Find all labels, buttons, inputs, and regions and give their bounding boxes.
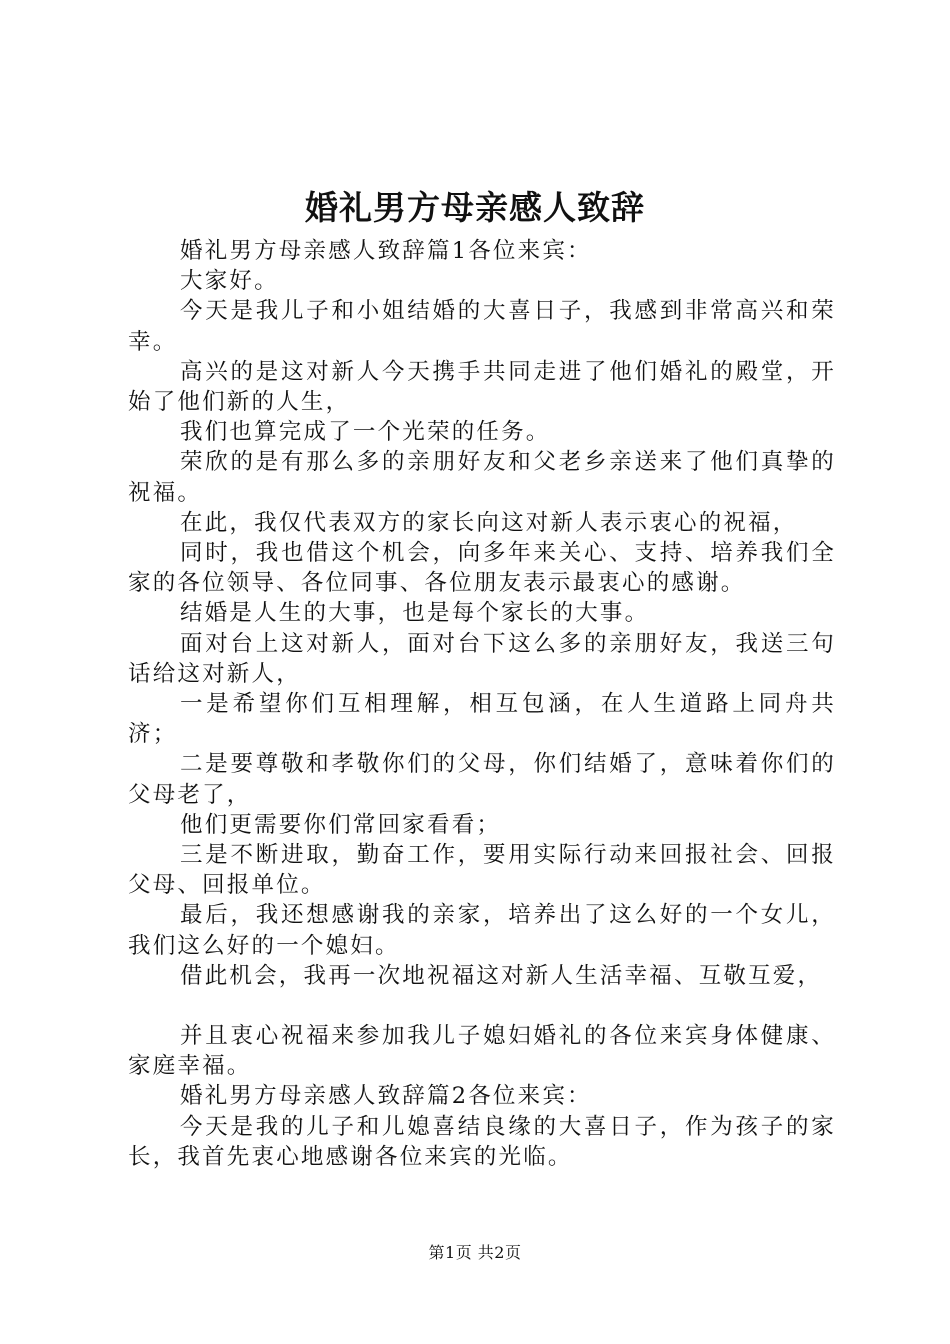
- paragraph: 我们也算完成了一个光荣的任务。: [180, 419, 551, 446]
- paragraph: 在此，我仅代表双方的家长向这对新人表示衷心的祝福，: [180, 509, 798, 536]
- paragraph: 婚礼男方母亲感人致辞篇1各位来宾：: [180, 238, 592, 264]
- document-body: [128, 236, 836, 1172]
- paragraph: 同时，我也借这个机会，向多年来关心、支持、培养我们全家的各位领导、各位同事、各位朋友表示最衷心的感谢。: [128, 540, 836, 597]
- paragraph: 面对台上这对新人，面对台下这么多的亲朋好友，我送三句话给这对新人，: [128, 630, 836, 687]
- paragraph: 今天是我儿子和小姐结婚的大喜日子，我感到非常高兴和荣幸。: [128, 298, 836, 355]
- paragraph: 高兴的是这对新人今天携手共同走进了他们婚礼的殿堂，开始了他们新的人生，: [128, 358, 836, 416]
- paragraph: 并且衷心祝福来参加我儿子媳妇婚礼的各位来宾身体健康、家庭幸福。: [128, 1023, 836, 1080]
- paragraph: 三是不断进取，勤奋工作，要用实际行动来回报社会、回报父母、回报单位。: [128, 842, 836, 899]
- paragraph: 今天是我的儿子和儿媳喜结良缘的大喜日子，作为孩子的家长，我首先衷心地感谢各位来宾的光临。: [128, 1113, 836, 1170]
- page-number-footer: 第1页 共2页: [428, 1243, 522, 1262]
- paragraph: 大家好。: [180, 268, 279, 295]
- paragraph: 二是要尊敬和孝敬你们的父母，你们结婚了，意味着你们的父母老了，: [128, 751, 836, 808]
- paragraph: 借此机会，我再一次地祝福这对新人生活幸福、互敬互爱，: [180, 962, 823, 989]
- document-title: 婚礼男方母亲感人致辞: [305, 188, 645, 227]
- paragraph: 婚礼男方母亲感人致辞篇2各位来宾：: [180, 1083, 592, 1110]
- paragraph: 荣欣的是有那么多的亲朋好友和父老乡亲送来了他们真挚的祝福。: [128, 449, 836, 506]
- paragraph: 结婚是人生的大事，也是每个家长的大事。: [180, 600, 650, 627]
- paragraph: 最后，我还想感谢我的亲家，培养出了这么好的一个女儿，我们这么好的一个媳妇。: [128, 902, 836, 959]
- paragraph: 一是希望你们互相理解，相互包涵，在人生道路上同舟共济；: [128, 691, 836, 748]
- paragraph: 他们更需要你们常回家看看；: [180, 811, 502, 838]
